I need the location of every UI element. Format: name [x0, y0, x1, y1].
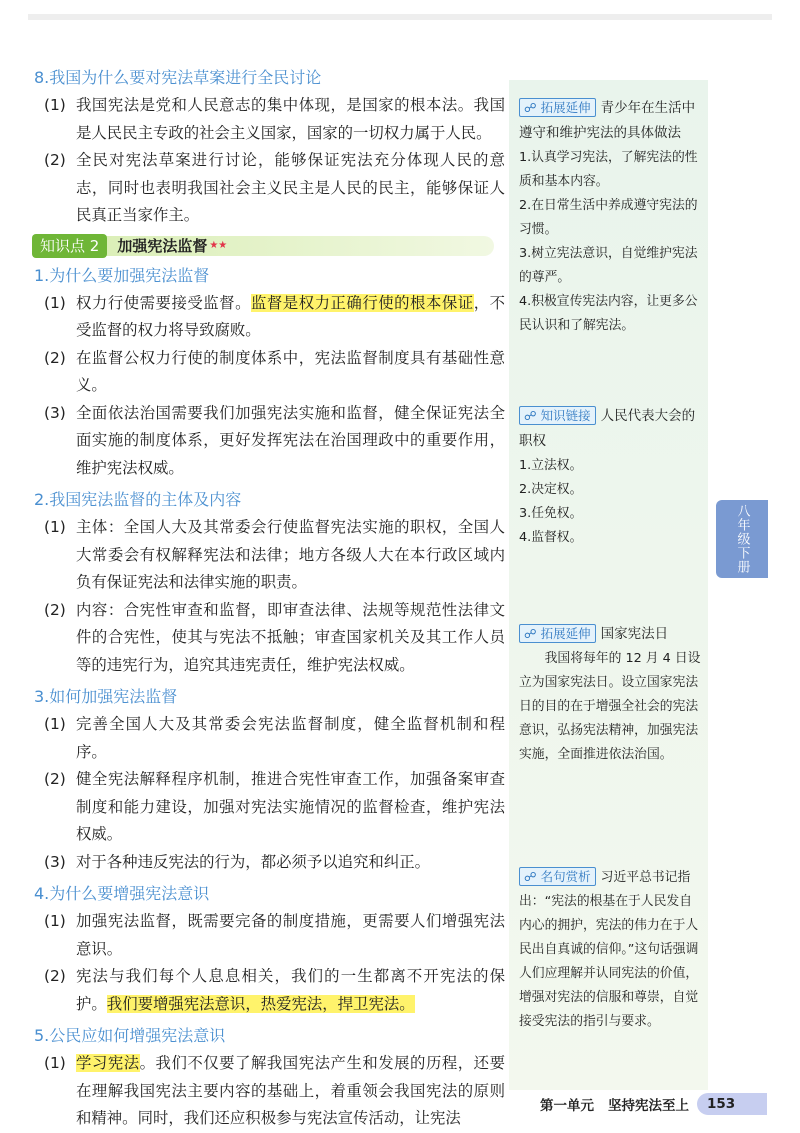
tag-label: 知识链接 — [540, 408, 591, 423]
section-heading: 3.如何加强宪法监督 — [34, 687, 178, 706]
star-icon: ★★ — [209, 240, 228, 251]
item-text: 全面依法治国需要我们加强宪法实施和监督，健全保证宪法全面实施的制度体系，更好发挥宪法在治国理政中的重要作用，维护宪法权威。 — [76, 403, 505, 477]
section-heading: 5.公民应如何增强宪法意识 — [34, 1026, 226, 1045]
item-text: 完善全国人大及其常委会宪法监督制度，健全监督机制和程序。 — [76, 715, 505, 761]
box-topic: 青少年在生活中遵守和维护宪法的具体做法 — [519, 100, 696, 141]
tag-badge — [519, 867, 596, 886]
box-text: 我国将每年的 12 月 4 日设立为国家宪法日。设立国家宪法日的目的在于增强全社会的宪法意识，弘扬宪法精神，加强宪法实施，全面推进依法治国。 — [519, 651, 701, 762]
item-text: 我国宪法是党和人民意志的集中体现，是国家的根本法。我国是人民民主专政的社会主义国家，国家的一切权力属于人民。 — [76, 96, 505, 142]
item-number: (2) — [44, 151, 66, 169]
section-item — [30, 963, 505, 1018]
page-number: 153 — [697, 1093, 767, 1115]
box-line: 4.积极宣传宪法内容，让更多公民认识和了解宪法。 — [519, 294, 698, 333]
link-icon: ☍ — [524, 626, 537, 641]
item-text: 权力行使需要接受监督。 — [76, 293, 251, 312]
item-number: (3) — [44, 403, 66, 422]
item-text: 对于各种违反宪法的行为，都必须予以追究和纠正。 — [76, 852, 430, 871]
section-heading: 4.为什么要增强宪法意识 — [34, 884, 210, 903]
section-heading: 2.我国宪法监督的主体及内容 — [34, 490, 242, 509]
item-number: (2) — [44, 967, 66, 985]
knowledge-point-label: 知识点 2 — [32, 234, 107, 258]
section-heading: 1.为什么要加强宪法监督 — [34, 265, 210, 285]
item-number: (1) — [44, 1054, 66, 1072]
box-line: 2.在日常生活中养成遵守宪法的习惯。 — [519, 198, 698, 237]
tag-badge — [519, 98, 596, 117]
highlighted-text: 我们要增强宪法意识，热爱宪法，捍卫宪法。 — [106, 994, 415, 1013]
highlighted-text: 监督是权力正确行使的根本保证 — [250, 293, 474, 312]
tag-badge — [519, 406, 596, 425]
box-line: 3.任免权。 — [519, 506, 583, 521]
item-text: ，不受监督的权力将导致腐败。 — [76, 293, 505, 339]
sidebar — [509, 80, 708, 1090]
knowledge-point-banner — [32, 234, 505, 258]
tag-badge — [519, 624, 596, 643]
section-item — [30, 1050, 505, 1133]
item-text: 在监督公权力行使的制度体系中，宪法监督制度具有基础性意义。 — [76, 348, 505, 394]
section-item — [30, 849, 505, 877]
item-text: 主体：全国人大及其常委会行使监督宪法实施的职权，全国人大常委会有权解释宪法和法律；地方各级人大在本行政区域内负有保证宪法和法律实施的职责。 — [76, 518, 505, 591]
item-number: (1) — [44, 912, 66, 930]
link-icon: ☍ — [524, 869, 537, 884]
item-text: 。我们不仅要了解我国宪法产生和发展的历程，还要在理解我国宪法主要内容的基础上，着重领会我国宪法的原则和精神。同时，我们还应积极参与宪法宣传活动，让宪法 — [76, 1054, 505, 1127]
section-item — [30, 514, 505, 597]
knowledge-point-title: 加强宪法监督 — [117, 237, 208, 255]
box-line: 3.树立宪法意识，自觉维护宪法的尊严。 — [519, 246, 698, 285]
main-column — [30, 60, 505, 1133]
box-line: 4.监督权。 — [519, 530, 583, 545]
sidebar-box-constitution-day — [519, 622, 703, 767]
box-topic: 国家宪法日 — [600, 626, 669, 642]
box-topic: 人民代表大会的职权 — [519, 408, 696, 449]
q8-heading: 8.我国为什么要对宪法草案进行全民讨论 — [34, 68, 322, 87]
footer-unit: 第一单元 — [540, 1098, 594, 1114]
section-item — [30, 766, 505, 849]
item-text: 全民对宪法草案进行讨论，能够保证宪法充分体现人民的意志，同时也表明我国社会主义民主是人民的民主，能够保证人民真正当家作主。 — [76, 151, 505, 224]
highlighted-text: 学习宪法 — [76, 1054, 140, 1072]
item-number: (2) — [44, 770, 66, 788]
tag-label: 拓展延伸 — [540, 100, 591, 115]
tag-label: 拓展延伸 — [540, 626, 591, 641]
section-item — [30, 400, 505, 483]
item-number: (1) — [44, 293, 66, 312]
section-item — [30, 711, 505, 766]
item-text: 加强宪法监督，既需要完备的制度措施，更需要人们增强宪法意识。 — [76, 912, 505, 958]
page-footer — [540, 1092, 767, 1116]
section-item — [30, 908, 505, 963]
item-number: (2) — [44, 348, 66, 367]
grade-tab: 八年级下册 — [716, 500, 768, 578]
link-icon: ☍ — [524, 408, 537, 423]
top-divider — [28, 14, 772, 20]
item-number: (1) — [44, 96, 66, 114]
box-line: 1.立法权。 — [519, 458, 583, 473]
section-item — [30, 597, 505, 680]
item-number: (3) — [44, 852, 66, 871]
box-line: 2.决定权。 — [519, 482, 583, 497]
tag-label: 名句赏析 — [540, 869, 591, 884]
sidebar-box-quote — [519, 866, 703, 1034]
item-text: 内容：合宪性审查和监督，即审查法律、法规等规范性法律文件的合宪性，使其与宪法不抵触；审查国家机关及其工作人员等的违宪行为，追究其违宪责任，维护宪法权威。 — [76, 600, 505, 674]
q8-item — [30, 92, 505, 147]
item-text: 宪法与我们每个人息息相关，我们的一生都离不开宪法的保护。 — [76, 967, 505, 1013]
box-text: 习近平总书记指出：“宪法的根基在于人民发自内心的拥护，宪法的伟力在于人民出自真诚的信仰。”这句话强调人们应理解并认同宪法的价值，增强对宪法的信服和尊崇，自觉接受宪法的指引与要求。 — [519, 870, 699, 1029]
item-number: (1) — [44, 518, 66, 536]
item-number: (1) — [44, 715, 66, 733]
footer-title: 坚持宪法至上 — [608, 1098, 689, 1114]
link-icon: ☍ — [524, 100, 537, 115]
sidebar-box-extension — [519, 96, 703, 338]
q8-item — [30, 147, 505, 230]
item-text: 健全宪法解释程序机制，推进合宪性审查工作，加强备案审查制度和能力建设，加强对宪法实施情况的监督检查，维护宪法权威。 — [76, 770, 505, 843]
box-line: 1.认真学习宪法，了解宪法的性质和基本内容。 — [519, 150, 698, 189]
section-item — [30, 345, 505, 400]
section-item — [30, 290, 505, 345]
sidebar-box-link — [519, 404, 703, 550]
item-number: (2) — [44, 600, 66, 619]
